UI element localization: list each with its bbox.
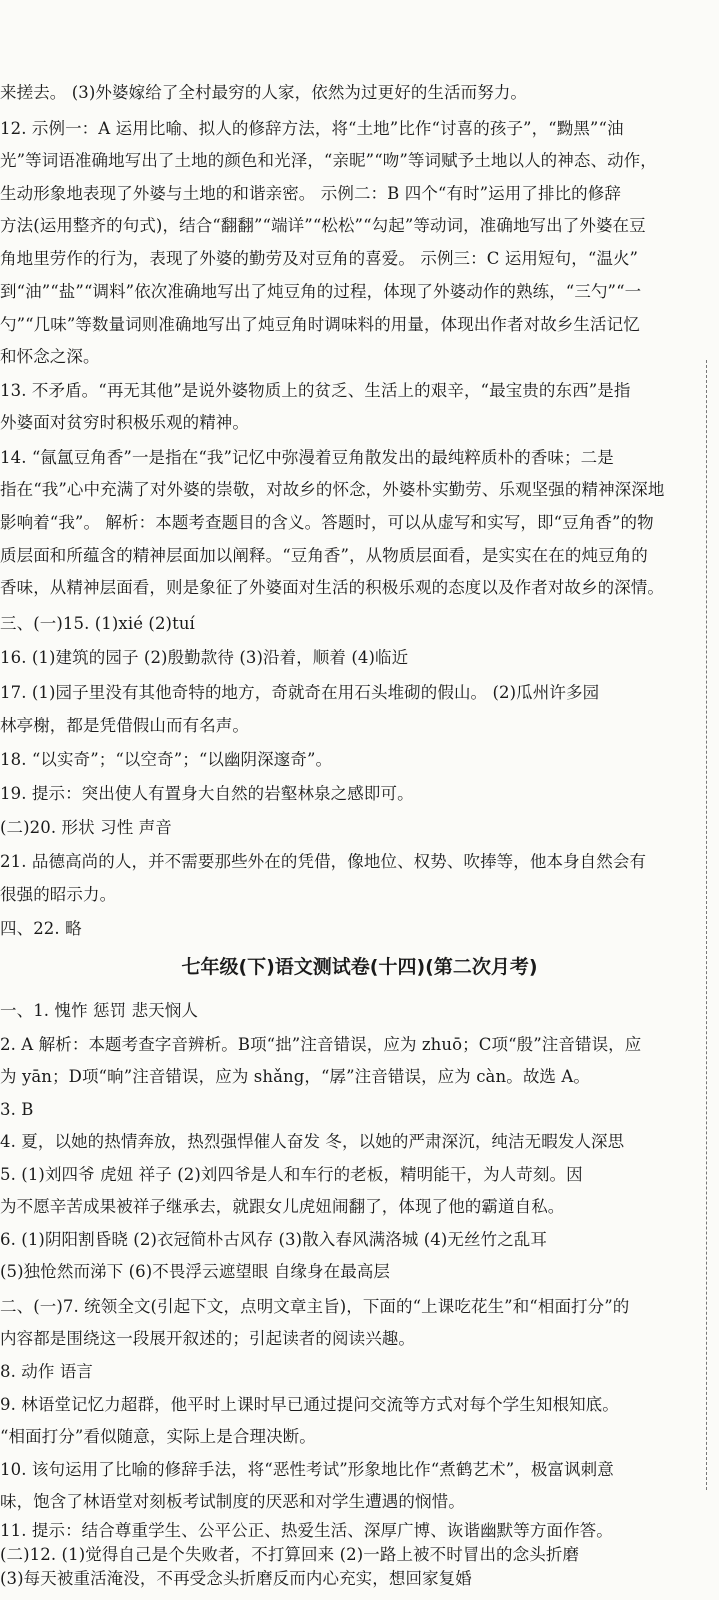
text-line: 12. 示例一：A 运用比喻、拟人的修辞方法，将“土地”比作“讨喜的孩子”，“黝黑”“油 [0, 119, 624, 138]
text-line: 方法(运用整齐的句式)，结合“翻翻”“端详”“松松”“勾起”等动词，准确地写出了外婆在豆 [0, 216, 646, 235]
text-line: 来搓去。 (3)外婆嫁给了全村最穷的人家，依然为过更好的生活而努力。 [0, 83, 528, 102]
text-line: 香味，从精神层面看，则是象征了外婆面对生活的积极乐观的态度以及作者对故乡的深情。 [0, 578, 664, 597]
text-line: 8. 动作 语言 [0, 1362, 94, 1381]
text-line: 13. 不矛盾。“再无其他”是说外婆物质上的贫乏、生活上的艰辛，“最宝贵的东西”是指 [0, 381, 631, 400]
text-line: 4. 夏，以她的热情奔放，热烈强悍催人奋发 冬，以她的严肃深沉，纯洁无暇发人深思 [0, 1132, 625, 1151]
text-line: 17. (1)园子里没有其他奇特的地方，奇就奇在用石头堆砌的假山。 (2)瓜州许多园 [0, 683, 600, 702]
text-line: 二、(一)7. 统领全文(引起下文，点明文章主旨)，下面的“上课吃花生”和“相面打分”的 [0, 1297, 630, 1316]
text-line: 2. A 解析：本题考查字音辨析。B项“拙”注音错误，应为 zhuō；C项“殷”注音错误，应 [0, 1035, 642, 1054]
text-line: 10. 该句运用了比喻的修辞手法，将“恶性考试”形象地比作“煮鹤艺术”，极富讽刺意 [0, 1460, 614, 1479]
text-line: 到“油”“盐”“调料”依次准确地写出了炖豆角的过程，体现了外婆动作的熟练，“三勺”“一 [0, 282, 642, 301]
text-line: 勺”“几味”等数量词则准确地写出了炖豆角时调味料的用量，体现出作者对故乡生活记忆 [0, 315, 640, 334]
text-line: (二)20. 形状 习性 声音 [0, 818, 172, 837]
text-line: 14. “氤氲豆角香”一是指在“我”记忆中弥漫着豆角散发出的最纯粹质朴的香味；二是 [0, 448, 614, 467]
text-line: 内容都是围绕这一段展开叙述的；引起读者的阅读兴趣。 [0, 1329, 415, 1348]
text-line: 18. “以实奇”；“以空奇”；“以幽阴深邃奇”。 [0, 750, 333, 769]
text-line: 6. (1)阴阳割昏晓 (2)衣冠简朴古风存 (3)散入春风满洛城 (4)无丝竹之乱耳 [0, 1230, 548, 1249]
text-line: 角地里劳作的行为，表现了外婆的勤劳及对豆角的喜爱。 示例三：C 运用短句，“温火” [0, 249, 639, 268]
text-line: 质层面和所蕴含的精神层面加以阐释。“豆角香”，从物质层面看，是实实在在的炖豆角的 [0, 546, 648, 565]
text-line: 16. (1)建筑的园子 (2)殷勤款待 (3)沿着，顺着 (4)临近 [0, 648, 409, 667]
text-line: (二)12. (1)觉得自己是个失败者，不打算回来 (2)一路上被不时冒出的念头折磨 [0, 1545, 580, 1564]
text-line: 指在“我”心中充满了对外婆的崇敬，对故乡的怀念，外婆朴实勤劳、乐观坚强的精神深深地 [0, 480, 665, 499]
text-line: 一、1. 愧怍 惩罚 悲天悯人 [0, 1001, 198, 1020]
text-line: 为 yān；D项“晌”注音错误，应为 shǎng，“孱”注音错误，应为 càn。故选 A。 [0, 1067, 590, 1086]
text-line: 味，饱含了林语堂对刻板考试制度的厌恶和对学生遭遇的悯惜。 [0, 1492, 465, 1511]
text-line: (5)独怆然而涕下 (6)不畏浮云遮望眼 自缘身在最高层 [0, 1262, 391, 1281]
text-line: 9. 林语堂记忆力超群，他平时上课时早已通过提问交流等方式对每个学生知根知底。 [0, 1395, 619, 1414]
text-line: 生动形象地表现了外婆与土地的和谐亲密。 示例二：B 四个“有时”运用了排比的修辞 [0, 184, 621, 203]
text-line: 为不愿辛苦成果被祥子继承去，就跟女儿虎妞闹翻了，体现了他的霸道自私。 [0, 1197, 565, 1216]
text-line: 影响着“我”。 解析：本题考查题目的含义。答题时，可以从虚写和实写，即“豆角香”的物 [0, 513, 654, 532]
margin-dashed-rule [706, 360, 707, 1490]
text-line: 21. 品德高尚的人，并不需要那些外在的凭借，像地位、权势、吹捧等，他本身自然会有 [0, 852, 647, 871]
text-line: 外婆面对贫穷时积极乐观的精神。 [0, 413, 249, 432]
text-line: 光”等词语准确地写出了土地的颜色和光泽，“亲昵”“吻”等词赋予土地以人的神态、动作， [0, 151, 657, 170]
text-line: “相面打分”看似随意，实际上是合理决断。 [0, 1427, 316, 1446]
text-line: 和怀念之深。 [0, 347, 100, 366]
test-title: 七年级(下)语文测试卷(十四)(第二次月考) [181, 956, 538, 978]
text-line: 很强的昭示力。 [0, 885, 117, 904]
text-line: 林亭榭，都是凭借假山而有名声。 [0, 716, 249, 735]
text-line: 11. 提示：结合尊重学生、公平公正、热爱生活、深厚广博、诙谐幽默等方面作答。 [0, 1521, 613, 1540]
text-line: 5. (1)刘四爷 虎妞 祥子 (2)刘四爷是人和车行的老板，精明能干，为人苛刻。因 [0, 1165, 583, 1184]
text-line: 四、22. 略 [0, 919, 82, 938]
text-line: 三、(一)15. (1)xié (2)tuí [0, 614, 195, 633]
text-line: (3)每天被重活淹没，不再受念头折磨反而内心充实，想回家复婚 [0, 1569, 472, 1588]
text-line: 3. B [0, 1100, 34, 1119]
text-line: 19. 提示：突出使人有置身大自然的岩壑林泉之感即可。 [0, 784, 414, 803]
